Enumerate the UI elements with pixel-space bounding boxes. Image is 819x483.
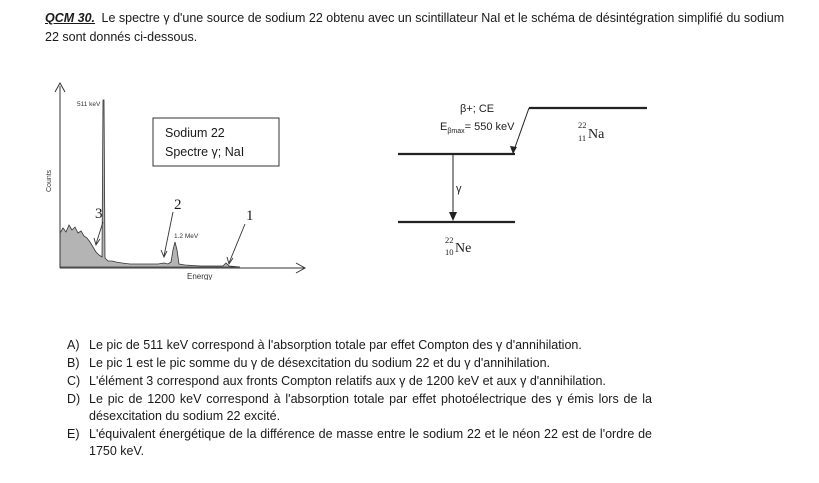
option-letter: C): [67, 374, 81, 388]
answer-options: [67, 337, 652, 461]
beta-arrowhead: [510, 146, 517, 154]
option-c[interactable]: [67, 373, 652, 390]
beta-transition: [513, 108, 529, 153]
option-letter: B): [67, 356, 80, 370]
option-b[interactable]: [67, 355, 652, 372]
option-text: Le pic de 511 keV correspond à l'absorption totale par effet Compton des γ d'annihilation.: [89, 338, 582, 352]
marker-1-arrow: [229, 224, 245, 263]
decay-mode-label: β+; CE: [460, 103, 495, 115]
energy-subscript: βmax: [447, 128, 465, 135]
option-a[interactable]: [67, 337, 652, 354]
box-line-2: Spectre γ; NaI: [165, 145, 245, 159]
gamma-label: γ: [456, 183, 462, 195]
x-axis-label: Energy: [187, 272, 213, 280]
question-intro: [45, 9, 785, 47]
decay-scheme: [398, 103, 647, 257]
ne-symbol: Ne: [455, 241, 472, 256]
peak-1200-label: 1.2 MeV: [174, 233, 199, 240]
energy-symbol: E: [440, 121, 448, 133]
option-letter: D): [67, 392, 81, 406]
option-d[interactable]: [67, 391, 652, 425]
beta-energy-label: [440, 121, 515, 135]
gamma-spectrum: [46, 83, 305, 280]
marker-2-arrowhead: [161, 250, 167, 257]
na-mass-number: 22: [578, 120, 587, 130]
peak-511-label: 511 keV: [77, 101, 101, 108]
box-line-1: Sodium 22: [165, 126, 225, 140]
option-text: Le pic 1 est le pic somme du γ de désexcitation du sodium 22 et du γ d'annihilation.: [89, 356, 550, 370]
figure: [40, 80, 660, 280]
question-text: Le spectre γ d'une source de sodium 22 obtenu avec un scintillateur NaI et le schéma de désintégration simplifié du sodium 22 sont donnés ci-dessous.: [45, 11, 785, 44]
marker-2-arrow: [164, 212, 173, 256]
option-letter: A): [67, 338, 80, 352]
y-axis-label: Counts: [46, 169, 53, 192]
ne-atomic-number: 10: [445, 247, 454, 257]
question-label: QCM 30.: [45, 11, 96, 25]
option-text: Le pic de 1200 keV correspond à l'absorption totale par effet photoélectrique des γ émis lors de la désexcitation du sodium 22 excité.: [89, 392, 652, 423]
marker-2: 2: [174, 197, 182, 213]
energy-value: = 550 keV: [464, 121, 515, 133]
gamma-arrowhead: [449, 212, 457, 221]
na-symbol: Na: [588, 127, 605, 142]
na-atomic-number: 11: [578, 133, 587, 143]
option-text: L'équivalent énergétique de la différence de masse entre le sodium 22 et le néon 22 est de l'ordre de 1750 keV.: [89, 427, 652, 458]
marker-3: 3: [95, 206, 103, 222]
option-text: L'élément 3 correspond aux fronts Compton relatifs aux γ de 1200 keV et aux γ d'annihilation.: [89, 374, 606, 388]
option-letter: E): [67, 427, 80, 441]
ne-mass-number: 22: [445, 235, 454, 245]
marker-1: 1: [246, 208, 254, 224]
option-e[interactable]: [67, 426, 652, 460]
